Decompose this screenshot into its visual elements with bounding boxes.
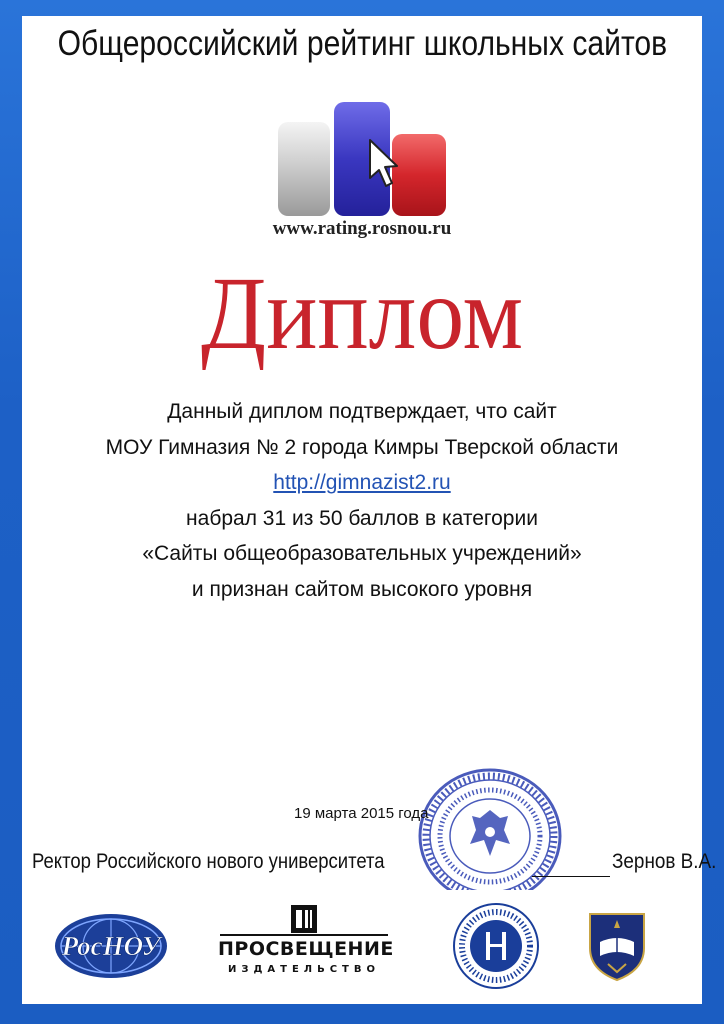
body-line-score: набрал 31 из 50 баллов в категории xyxy=(186,506,538,530)
official-seal-icon xyxy=(400,758,570,908)
rosnou-text: РосНОУ xyxy=(61,931,161,961)
diploma-body xyxy=(22,394,702,607)
prosveshchenie-logo[interactable] xyxy=(218,904,394,990)
body-line-school: МОУ Гимназия № 2 города Кимры Тверской области xyxy=(105,435,619,459)
header-banner xyxy=(22,16,702,72)
prosveshchenie-subtitle: ИЗДАТЕЛЬСТВО xyxy=(228,964,380,975)
university-shield-crest-icon[interactable] xyxy=(582,908,652,984)
body-line-link-wrap xyxy=(22,465,702,501)
header-title: Общероссийский рейтинг школьных сайтов xyxy=(57,24,667,63)
rector-position: Ректор Российского нового университета xyxy=(32,850,385,873)
signature-row xyxy=(32,850,717,880)
prosveshchenie-rule xyxy=(220,934,388,936)
body-line-1: Данный диплом подтверждает, что сайт xyxy=(167,400,557,423)
award-date: 19 марта 2015 года xyxy=(294,805,429,822)
signer-name: Зернов В.А. xyxy=(612,850,717,873)
diploma-content xyxy=(22,72,717,890)
signature-line xyxy=(532,876,610,877)
hse-round-emblem-icon[interactable] xyxy=(448,902,544,990)
diploma-title: Диплом xyxy=(200,256,523,371)
logo-url[interactable]: www.rating.rosnou.ru xyxy=(272,218,452,239)
prosveshchenie-title: ПРОСВЕЩЕНИЕ xyxy=(218,938,394,960)
rating-logo-icon xyxy=(274,100,450,220)
body-line-category: «Сайты общеобразовательных учреждений» xyxy=(142,542,582,565)
rosnou-globe-logo-icon[interactable] xyxy=(52,910,170,982)
school-site-link[interactable]: http://gimnazist2.ru xyxy=(273,471,451,494)
body-line-verdict: и признан сайтом высокого уровня xyxy=(191,577,533,601)
partners-footer xyxy=(22,890,702,1004)
prosveshchenie-book-icon xyxy=(290,904,318,934)
